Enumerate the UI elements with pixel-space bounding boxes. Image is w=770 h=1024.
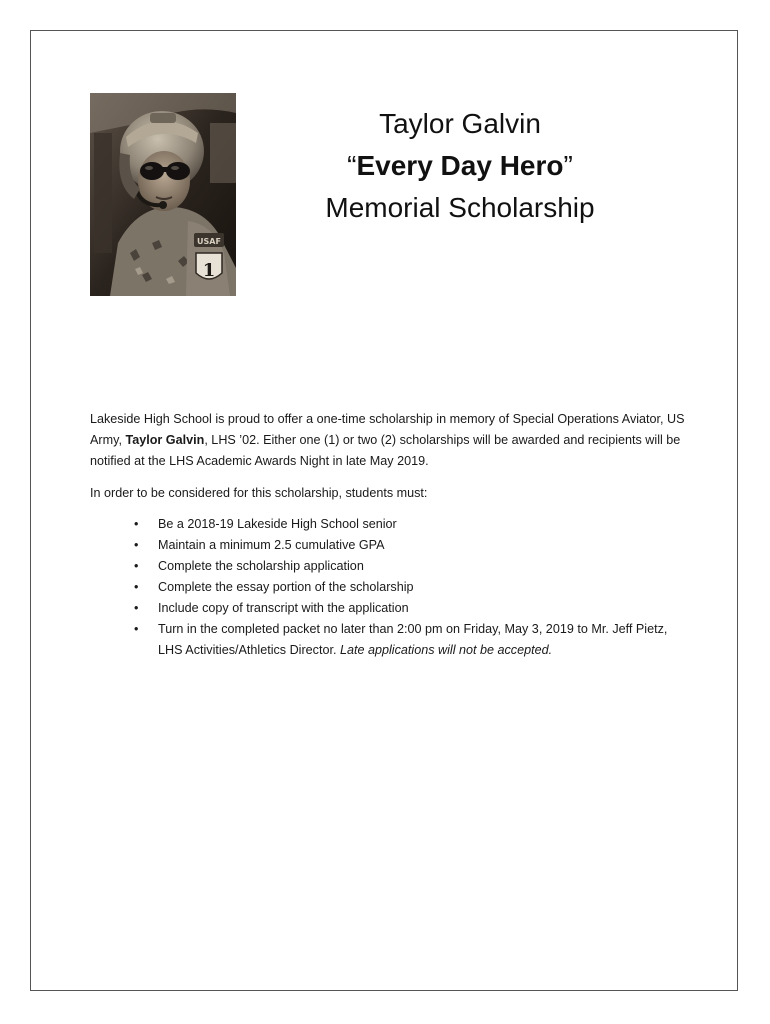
title-scholarship: Memorial Scholarship [325,192,595,223]
intro-paragraph [90,409,690,472]
list-item [90,598,690,619]
bullet: • [134,580,139,594]
document-body [90,409,690,661]
bullet: • [134,538,139,552]
late-applications-note: Late applications will not be accepted. [339,643,553,657]
list-item [90,514,690,535]
list-item-text: Complete the scholarship application [158,559,364,573]
list-item-text: Maintain a minimum 2.5 cumulative GPA [158,538,385,552]
list-item [90,619,690,661]
bullet: • [134,601,139,615]
honoree-name: Taylor Galvin [125,433,205,447]
title-block [290,103,630,229]
bullet: • [134,559,139,573]
bullet: • [134,517,139,531]
list-item [90,577,690,598]
list-item-text: Turn in the completed packet no later than 2:00 pm on Friday, May 3, 2019 to Mr. Jeff Pietz, LHS Activities/Athletics Director. [158,622,668,657]
quote-open: “ [347,150,357,181]
quote-close: ” [563,150,573,181]
intro-text-2: , LHS ’02. Either one (1) or two (2) scholarships will be awarded and recipients will be notified at the LHS Academic Awards Night in late May 2019. [90,433,681,468]
list-item [90,535,690,556]
pilot-photo [90,93,236,296]
list-item [90,556,690,577]
requirements-lead: In order to be considered for this scholarship, students must: [90,486,428,500]
list-item-text: Be a 2018-19 Lakeside High School senior [158,517,397,531]
patch-number: 1 [202,260,216,281]
title-hero-line [290,145,630,187]
title-name: Taylor Galvin [379,108,541,139]
requirements-list [90,514,690,661]
list-item-text: Include copy of transcript with the application [158,601,409,615]
bullet: • [134,622,139,636]
list-item-text: Complete the essay portion of the scholarship [158,580,414,594]
title-hero: Every Day Hero [356,150,564,181]
intro-text-1: Lakeside High School is proud to offer a one-time scholarship in memory of Special Operations Aviator, US Army, [90,412,685,447]
patch-text: USAF [197,237,221,246]
